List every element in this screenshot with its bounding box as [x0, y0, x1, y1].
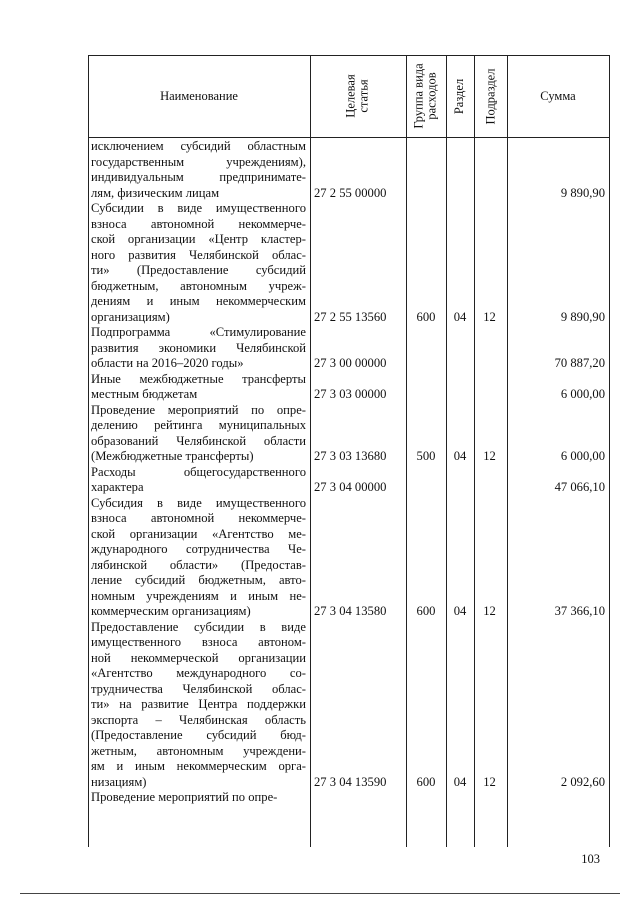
row-name-line: исключением субсидий областным	[91, 139, 306, 153]
row-name-line: делению рейтинга муниципальных	[91, 418, 306, 432]
table-row	[88, 620, 610, 791]
header-code: Целевая статья	[344, 74, 371, 118]
row-subsection: 12	[483, 449, 496, 463]
row-name-line: дениям и иным некоммерческим	[91, 294, 306, 308]
row-code: 27 3 04 13590	[314, 774, 387, 789]
row-name-line: имущественного взноса автоном-	[91, 635, 306, 649]
row-name-line: взноса автономной некоммерче-	[91, 511, 306, 525]
row-name-line: лям, физическим лицам	[91, 185, 220, 200]
row-group: 500	[416, 449, 436, 463]
row-section: 04	[453, 774, 467, 789]
row-name	[91, 496, 306, 620]
table-row	[88, 372, 610, 403]
budget-table	[88, 55, 610, 847]
row-sum: 37 366,10	[554, 604, 605, 618]
row-name-line: (Межбюджетные трансферты)	[91, 449, 254, 463]
header-subsection: Подраздел	[483, 68, 497, 124]
row-name-line: ление субсидий бюджетным, авто-	[91, 573, 306, 587]
row-name	[91, 201, 306, 325]
row-sum: 47 066,10	[554, 480, 605, 494]
row-name-line: ного развития Челябинской облас-	[91, 247, 306, 262]
row-name	[91, 325, 306, 372]
row-name-line: ти» на развитие Центра поддержки	[91, 697, 306, 711]
header-divider	[88, 137, 610, 138]
table-row	[88, 465, 610, 496]
bottom-rule	[20, 893, 620, 894]
row-name-line: коммерческим организациям)	[91, 604, 251, 618]
row-name-line: образований Челябинской области	[91, 433, 306, 448]
row-name-line: взноса автономной некоммерче-	[91, 216, 306, 231]
row-sum: 6 000,00	[560, 449, 605, 463]
row-name-line: развития экономики Челябинской	[91, 340, 306, 355]
row-sum: 9 890,90	[560, 309, 605, 324]
row-name-line: бюджетным, автономным учреж-	[91, 278, 306, 293]
row-name-line: ям и иным некоммерческим орга-	[91, 759, 306, 773]
row-subsection: 12	[483, 774, 496, 789]
row-sum: 6 000,00	[560, 387, 605, 401]
header-group: Группа вида расходов	[412, 63, 440, 129]
header-section: Раздел	[452, 78, 467, 114]
row-name-line: жетным, автономным учреждени-	[91, 743, 306, 758]
row-name-line: трудничества Челябинской облас-	[91, 681, 306, 696]
header-name: Наименование	[160, 88, 238, 103]
row-sum: 70 887,20	[554, 356, 605, 370]
row-code: 27 3 04 00000	[314, 480, 387, 494]
row-name-line: ной некоммерческой организации	[91, 650, 306, 665]
row-name-line: ти» (Предоставление субсидий	[91, 263, 306, 277]
row-name-line: ской организации «Центр кластер-	[91, 232, 306, 246]
row-name-line: «Агентство международного со-	[91, 666, 306, 680]
row-name	[91, 620, 306, 791]
table-row	[88, 790, 610, 806]
row-name-line: местным бюджетам	[91, 387, 198, 401]
row-name-line: индивидуальным предпринимате-	[91, 170, 306, 184]
table-row	[88, 403, 610, 465]
row-name-line: ждународного сотрудничества Че-	[91, 542, 306, 556]
row-group: 600	[416, 604, 436, 618]
row-subsection: 12	[483, 309, 496, 324]
row-name-line: Субсидии в виде имущественного	[91, 201, 306, 215]
row-name-line: (Предоставление субсидий бюд-	[91, 728, 306, 742]
row-code: 27 3 04 13580	[314, 604, 387, 618]
row-section: 04	[453, 309, 467, 324]
row-name-line: Иные межбюджетные трансферты	[91, 371, 306, 386]
row-subsection: 12	[483, 604, 496, 618]
row-name	[91, 372, 306, 403]
table-row	[88, 139, 610, 201]
row-name-line: организациям)	[91, 309, 170, 324]
row-section: 04	[453, 449, 467, 463]
row-name-line: лябинской области» (Предостав-	[91, 557, 306, 572]
row-name-line: области на 2016–2020 годы»	[91, 356, 244, 370]
row-sum: 9 890,90	[560, 185, 605, 200]
row-name-line: характера	[91, 480, 144, 494]
row-code: 27 3 03 13680	[314, 449, 387, 463]
row-name-line: Расходы общегосударственного	[91, 464, 306, 479]
row-name-line: экспорта – Челябинская область	[91, 712, 306, 727]
row-group: 600	[416, 774, 436, 789]
row-code: 27 2 55 00000	[314, 185, 387, 200]
row-name-line: государственным учреждениям),	[91, 154, 306, 169]
table-row	[88, 325, 610, 372]
row-name	[91, 790, 306, 806]
row-code: 27 2 55 13560	[314, 309, 387, 324]
row-code: 27 3 03 00000	[314, 387, 387, 401]
row-name	[91, 403, 306, 465]
header-sum: Сумма	[540, 88, 576, 103]
row-name	[91, 139, 306, 201]
row-name-line: Субсидия в виде имущественного	[91, 495, 306, 510]
row-name-line: номным учреждениям и иным не-	[91, 588, 306, 603]
row-name	[91, 465, 306, 496]
row-name-line: Проведение мероприятий по опре-	[91, 402, 306, 417]
row-code: 27 3 00 00000	[314, 356, 387, 370]
row-name-line: Подпрограмма «Стимулирование	[91, 325, 306, 339]
row-name-line: ской организации «Агентство ме-	[91, 526, 306, 541]
row-sum: 2 092,60	[560, 774, 605, 789]
row-group: 600	[416, 309, 436, 324]
row-name-line: Проведение мероприятий по опре-	[91, 790, 278, 804]
row-section: 04	[453, 604, 467, 618]
row-name-line: низациям)	[91, 774, 147, 789]
table-row	[88, 201, 610, 325]
table-row	[88, 496, 610, 620]
page-number: 103	[581, 852, 600, 866]
row-name-line: Предоставление субсидии в виде	[91, 619, 306, 634]
